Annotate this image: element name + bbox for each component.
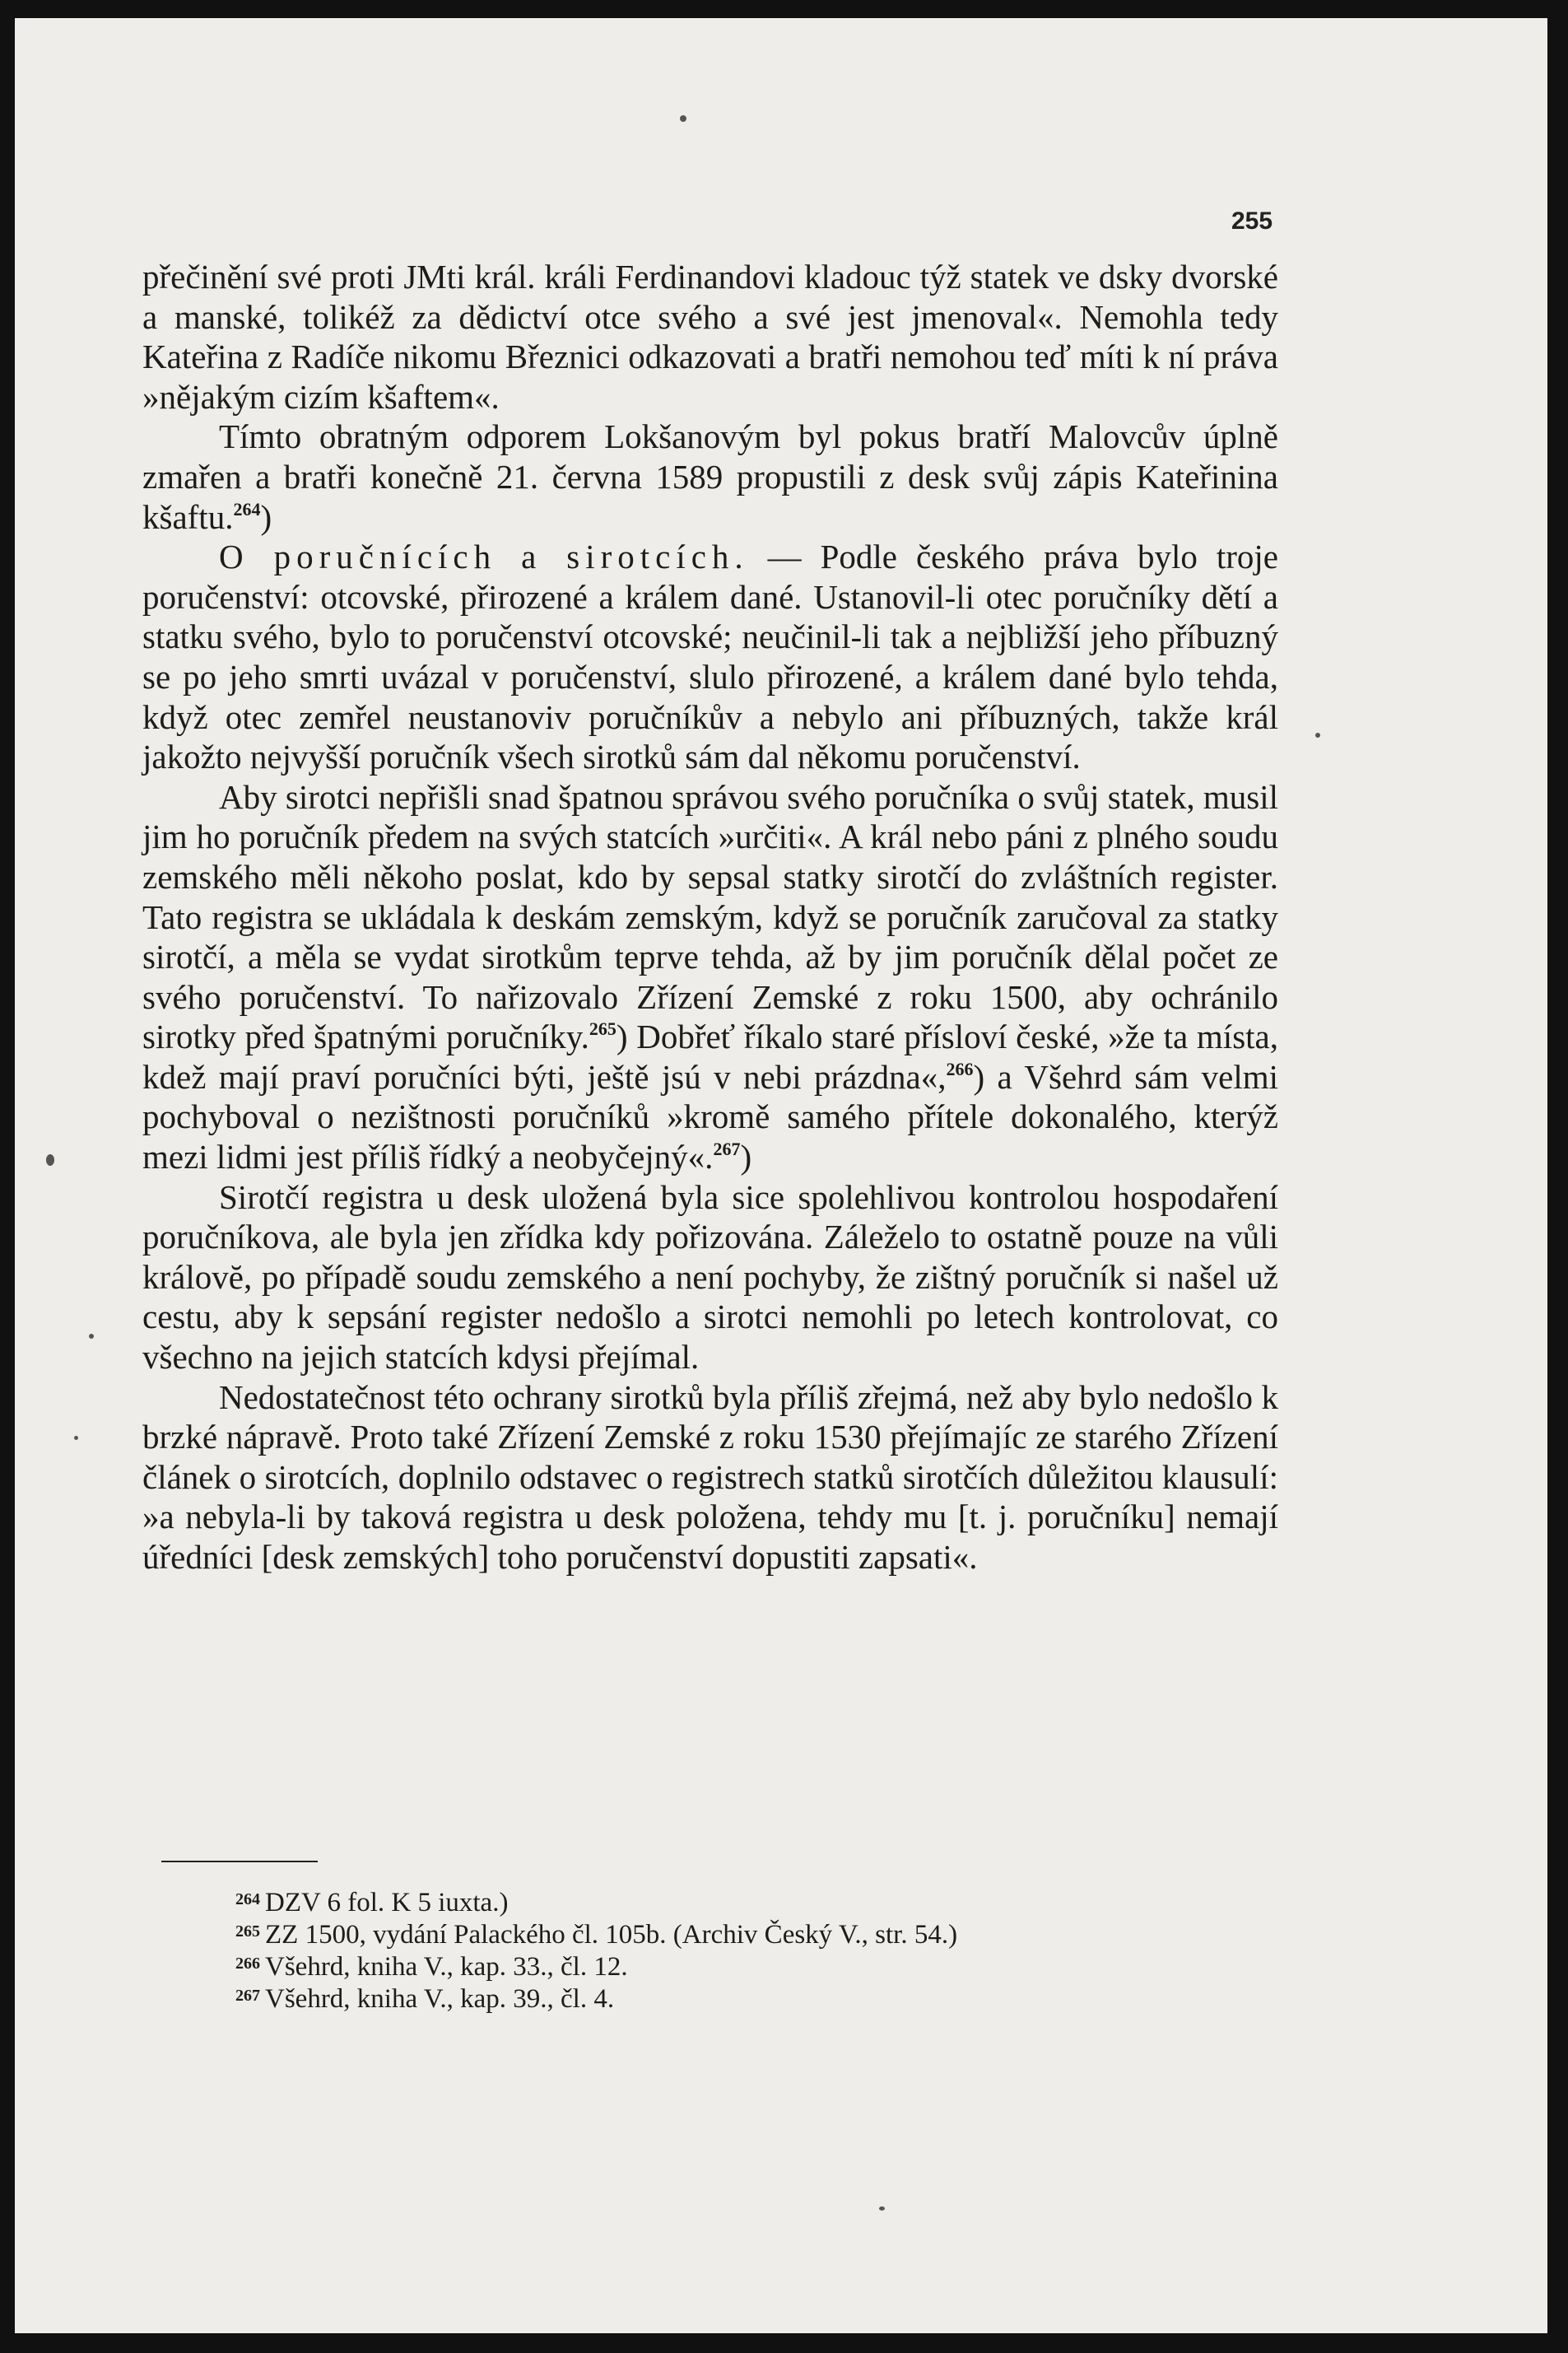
paragraph: [142, 777, 1278, 1177]
paragraph: [142, 1177, 1278, 1377]
footnote-text: DZV 6 fol. K 5 iuxta.: [265, 1888, 500, 1917]
body-text: [142, 257, 1278, 1577]
scanned-page: [15, 18, 1547, 2333]
section-heading: O poručnících a sirotcích.: [219, 538, 749, 576]
footnote-number: 267: [235, 1987, 260, 2005]
footnote-divider: [161, 1861, 318, 1862]
footnote: [235, 1917, 1289, 1950]
paragraph: [142, 537, 1278, 777]
footnote-ref: 266: [946, 1058, 974, 1079]
scan-speck: [46, 1154, 54, 1166]
footnote-ref: 265: [589, 1018, 616, 1040]
footnotes: [235, 1885, 1289, 2014]
scan-speck: [1315, 733, 1320, 738]
footnote-ref: 267: [713, 1139, 741, 1160]
paragraph-text: přečinění své proti JMti král. králi Ferdinandovi kladouc týž statek ve dsky dvorské a manské, tolikéž za dědictví otce svého a své jest jmenoval«. Nemohla tedy Kateřina z Radíče nikomu Březnici odkazovati a bratři nemohou teď míti k ní práva »nějakým cizím kšaftem«.: [142, 258, 1278, 416]
scan-speck: [74, 1436, 78, 1440]
paragraph-text: Aby sirotci nepřišli snad špatnou správou svého poručníka o svůj statek, musil jim ho poručník předem na svých statcích »určiti«. A král nebo páni z plného soudu zemského měli někoho poslat, kdo by sepsal statky sirotčí do zvláštních register. Tato registra se ukládala k deskám zemským, když se poručník zaručoval za statky sirotčí, a měla se vydat sirotkům teprve tehda, až by jim poručník dělal počet ze svého poručenství. To nařizovalo Zřízení Zemské z roku 1500, aby ochránilo sirotky před špatnými poručníky.: [142, 777, 1278, 1056]
footnote-text: Všehrd, kniha V., kap. 39., čl. 4.: [265, 1984, 615, 2014]
footnote-number: 264: [235, 1890, 260, 1908]
paragraph-text: Nedostatečnost této ochrany sirotků byla příliš zřejmá, než aby bylo nedošlo k brzké nápravě. Proto také Zřízení Zemské z roku 1530 přejímajíc ze starého Zřízení článek o sirotcích, doplnilo odstavec o registrech statků sirotčích důležitou klausulí: »a nebyla-li by taková registra u desk položena, tehdy mu [t. j. poručníku] nemají úředníci [desk zemských] toho poručenství dopustiti zapsati«.: [142, 1377, 1278, 1576]
footnote: [235, 1950, 1289, 1982]
paragraph: [142, 417, 1278, 537]
footnote-text: Všehrd, kniha V., kap. 33., čl. 12.: [265, 1952, 628, 1982]
paragraph-text: ): [260, 497, 272, 536]
footnote: $^{264}$ DZV 6 fol. K 5 iuxta.): [235, 1888, 509, 1917]
footnote-ref: 264: [233, 498, 261, 520]
paragraph-text: Sirotčí registra u desk uložená byla sice spolehlivou kontrolou hospodaření poručníkova, ale byla jen zřídka kdy pořizována. Záleželo to ostatně pouze na vůli královĕ, po případě soudu zemského a není pochyby, že zištný poručník si našel už cestu, aby k sepsání register nedošlo a sirotci nemohli po letech kontrolovat, co všechno na jejich statcích kdysi přejímal.: [142, 1177, 1278, 1377]
paragraph-text: Tímto obratným odporem Lokšanovým byl pokus bratří Malovcův úplně zmařen a bratři konečně 21. června 1589 propustili z desk svůj zápis Kateřinina kšaftu.: [142, 417, 1278, 536]
footnote: [235, 1982, 1289, 2014]
paragraph-text: ): [740, 1138, 752, 1176]
page-number: 255: [1231, 207, 1273, 235]
scan-speck: [879, 2206, 885, 2211]
paragraph-text: ) a Všehrd sám velmi pochyboval o nezištnosti poručníků »kromě samého přítele dokonalého, kterýž mezi lidmi jest příliš řídký a neobyčejný«.: [142, 1057, 1278, 1176]
scan-speck: [680, 115, 686, 122]
paragraph: [142, 257, 1278, 417]
paragraph-text: — Podle českého práva bylo troje poručenství: otcovské, přirozené a králem dané. Ustanovil-li otec poručníky dětí a statku svého, bylo to poručenství otcovské; neučinil-li tak a nejbližší jeho příbuzný se po jeho smrti uvázal v poručenství, slulo přirozené, a králem dané bylo tehda, když otec zemřel neustanoviv poručníkův a nebylo ani příbuzných, takže král jakožto nejvyšší poručník všech sirotků sám dal někomu poručenství.: [142, 538, 1278, 776]
paragraph-text: ) Dobřeť říkalo staré přísloví české, »že ta místa, kdež mají praví poručníci býti, ještě jsú v nebi prázdna«,: [142, 1018, 1278, 1096]
footnote-text: ZZ 1500, vydání Palackého čl. 105b. (Archiv Český V., str. 54.): [265, 1920, 958, 1950]
footnote-number: 265: [235, 1922, 260, 1941]
paragraph: [142, 1377, 1278, 1577]
scan-speck: [89, 1334, 94, 1339]
footnote-number: 266: [235, 1955, 260, 1973]
